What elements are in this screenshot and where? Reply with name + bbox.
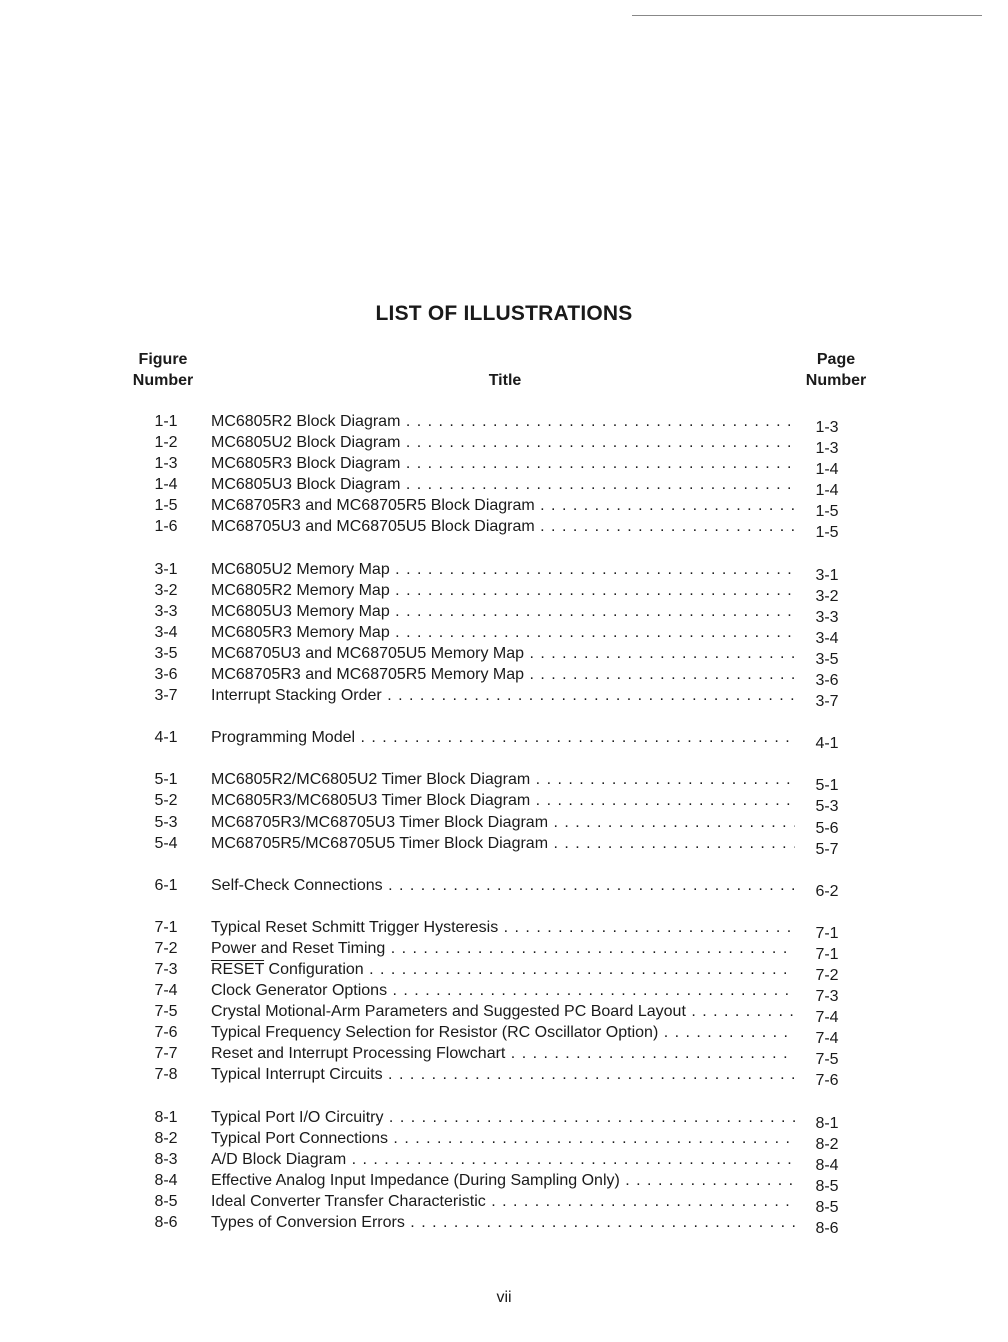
list-item [0,1107,1008,1132]
page-number: 8-5 [815,1198,839,1216]
figure-title [211,1001,795,1022]
figure-number: 8-1 [154,1108,178,1126]
figure-title-text: Typical Port Connections [211,1129,388,1147]
figure-number-header [118,349,208,391]
figure-title [211,1022,795,1043]
figure-number: 1-5 [154,497,178,515]
figure-number: 1-3 [154,455,178,473]
figure-title-rest: Configuration [264,960,364,978]
figure-number: 7-2 [154,939,178,957]
figure-title [211,727,795,748]
figure-number: 8-2 [154,1129,178,1147]
page-number-header [790,349,882,391]
list-item [0,980,1008,1006]
figure-title-text: Effective Analog Input Impedance (During Sampling Only) [211,1171,620,1189]
list-item [0,727,1008,753]
figure-title [211,664,795,685]
figure-title [211,812,795,833]
figure-title-text: MC6805R3 Memory Map [211,623,390,641]
figure-number: 5-3 [154,813,178,831]
page-number: 7-2 [815,966,839,984]
list-item [0,495,1008,521]
page-number: 7-4 [815,1030,839,1048]
figure-title-text: MC6805R2/MC6805U2 Timer Block Diagram [211,771,531,789]
page-number: 5-7 [815,840,839,858]
list-item [0,453,1008,479]
page-number: 3-4 [815,629,839,647]
page-number: 7-1 [815,924,839,942]
figure-group [0,727,1008,753]
page-number: 1-3 [815,419,839,436]
list-item [0,622,1008,647]
page-number: 6-2 [815,882,839,900]
page-number: 8-4 [815,1156,839,1174]
figure-title [211,580,795,601]
figure-number: 5-1 [154,771,178,789]
figure-title [211,980,795,1001]
figure-title [211,601,795,622]
figure-title-text: MC6805U3 Memory Map [211,602,390,620]
figure-title [211,917,795,938]
figure-title [211,769,795,790]
figure-title [211,685,795,706]
figure-title-text: MC68705U3 and MC68705U5 Memory Map [211,644,525,662]
page-number: 8-2 [815,1135,839,1153]
page-number: 3-2 [815,587,839,605]
figure-number: 3-2 [154,581,178,599]
list-item [0,580,1008,605]
list-item [0,1001,1008,1027]
figure-title-text: Reset and Interrupt Processing Flowchart [211,1045,506,1063]
list-item [0,601,1008,626]
figure-title-text: Clock Generator Options [211,982,388,1000]
list-item [0,474,1008,500]
figure-number: 7-8 [154,1066,178,1084]
figure-title [211,959,795,980]
figure-number: 3-4 [154,623,178,641]
list-item [0,769,1008,795]
figure-title [211,1107,795,1128]
figure-group [0,559,1008,711]
figure-title-text: Typical Reset Schmitt Trigger Hysteresis [211,918,499,936]
figure-number: 3-5 [154,644,178,662]
figure-title-text: Ideal Converter Transfer Characteristic [211,1192,486,1210]
figure-title-text: Self-Check Connections [211,876,383,894]
page-number: 8-5 [815,1177,839,1195]
page-number: 5-1 [815,777,839,795]
figure-number: 8-3 [154,1150,178,1168]
figure-number: 7-4 [154,982,178,1000]
list-item [0,833,1008,858]
figure-title-overlined: RESET [211,960,265,978]
figure-number: 7-3 [154,960,178,978]
figure-number: 7-7 [154,1045,178,1063]
list-item [0,432,1008,458]
figure-title [211,432,795,453]
list-item [0,812,1008,837]
list-item [0,959,1008,984]
figure-number: 5-4 [154,834,178,852]
figure-title [211,622,795,643]
figure-number: 8-5 [154,1192,178,1210]
page-number: 3-1 [815,566,839,584]
figure-title-text: MC6805U2 Memory Map [211,560,390,578]
list-item [0,411,1008,436]
figure-header-line1: Figure [138,351,188,368]
figure-title [211,411,795,432]
figure-number: 7-1 [154,918,178,936]
figure-number: 8-6 [154,1214,178,1231]
figure-title-text: MC68705R5/MC68705U5 Timer Block Diagram [211,834,549,852]
figure-group [0,875,1008,900]
figure-title-text: Power and Reset Timing [211,939,386,957]
figure-number: 4-1 [154,729,178,747]
page-number: 3-6 [815,672,839,690]
figure-number: 1-1 [154,413,178,430]
page-number: 8-6 [815,1220,839,1237]
figure-title [211,790,795,811]
list-item [0,1043,1008,1069]
figure-title [211,875,795,896]
illustrations-list [0,411,1008,1254]
figure-title-text: Types of Conversion Errors [211,1214,405,1231]
list-item [0,664,1008,690]
page-number-footer: vii [496,1289,512,1306]
figure-title [211,1128,795,1149]
page-number: 3-3 [815,608,839,626]
figure-title-text: MC6805R3 Block Diagram [211,455,401,473]
page-number: 3-7 [815,693,839,711]
page-number: 5-6 [815,819,839,837]
figure-title [211,474,795,495]
figure-number: 3-3 [154,602,178,620]
figure-number: 3-6 [154,666,178,684]
page-title: LIST OF ILLUSTRATIONS [375,302,633,325]
list-item [0,1170,1008,1195]
figure-title [211,559,795,580]
figure-group [0,411,1008,542]
figure-number: 6-1 [154,876,178,894]
list-item [0,685,1008,711]
figure-title-text: MC6805R3/MC6805U3 Timer Block Diagram [211,792,531,810]
figure-title-text: MC68705R3 and MC68705R5 Memory Map [211,666,525,684]
figure-number: 1-6 [154,518,178,536]
figure-title-text: MC6805R2 Block Diagram [211,413,401,430]
figure-title [211,1170,795,1191]
page-number: 7-4 [815,1009,839,1027]
list-item [0,875,1008,900]
figure-title [211,495,795,516]
list-item [0,1191,1008,1216]
figure-title-text: A/D Block Diagram [211,1150,347,1168]
list-item [0,938,1008,963]
page-number: 7-6 [815,1072,839,1090]
figure-number: 5-2 [154,792,178,810]
page-number: 7-5 [815,1051,839,1069]
figure-title-text: MC6805R2 Memory Map [211,581,390,599]
figure-title-text: Typical Port I/O Circuitry [211,1108,384,1126]
figure-title-text: MC68705R3/MC68705U3 Timer Block Diagram [211,813,549,831]
figure-number: 7-6 [154,1024,178,1042]
list-item [0,790,1008,816]
figure-title-text: MC68705U3 and MC68705U5 Block Diagram [211,518,535,536]
list-item [0,516,1008,542]
figure-title-text: Interrupt Stacking Order [211,687,382,705]
figure-title [211,1064,795,1085]
list-item [0,1128,1008,1153]
figure-number: 7-5 [154,1003,178,1021]
page-number: 5-3 [815,798,839,816]
page-number: 1-5 [815,503,839,521]
list-item [0,643,1008,668]
page-number: 1-3 [815,440,839,458]
figure-number: 1-4 [154,476,178,494]
list-item [0,1149,1008,1174]
page-number: 1-4 [815,461,839,479]
page-number: 1-5 [815,524,839,542]
figure-title-text: Programming Model [211,729,356,747]
list-item [0,1212,1008,1237]
page-number: 4-1 [815,735,839,753]
figure-title [211,453,795,474]
figure-number: 3-7 [154,687,178,705]
top-rule [632,15,982,16]
page-number: 8-1 [815,1114,839,1132]
figure-title-text: MC6805U2 Block Diagram [211,434,401,452]
figure-group [0,769,1008,858]
title-header: Title [488,372,522,389]
figure-group [0,1107,1008,1237]
figure-title [211,643,795,664]
figure-title [211,1043,795,1064]
figure-title [211,833,795,854]
list-item [0,559,1008,584]
figure-header-line2: Number [132,372,194,389]
figure-number: 8-4 [154,1171,178,1189]
figure-title [211,1149,795,1170]
figure-title-text: MC68705R3 and MC68705R5 Block Diagram [211,497,535,515]
figure-number: 3-1 [154,560,178,578]
figure-title-text: MC6805U3 Block Diagram [211,476,401,494]
page-header-line1: Page [816,351,856,368]
figure-number: 1-2 [154,434,178,452]
list-item [0,1064,1008,1090]
page-number: 1-4 [815,482,839,500]
page-number: 3-5 [815,650,839,668]
page-number: 7-1 [815,945,839,963]
page-header-line2: Number [805,372,867,389]
figure-title-text: Crystal Motional-Arm Parameters and Suggested PC Board Layout [211,1003,686,1021]
list-item [0,1022,1008,1048]
figure-title [211,938,795,959]
figure-group [0,917,1008,1090]
page-number: 7-3 [815,988,839,1006]
figure-title [211,516,795,537]
list-item [0,917,1008,942]
figure-title-text: Typical Frequency Selection for Resistor (RC Oscillator Option) [211,1024,659,1042]
figure-title-text: Typical Interrupt Circuits [211,1066,383,1084]
figure-title [211,1212,795,1233]
figure-title [211,1191,795,1212]
